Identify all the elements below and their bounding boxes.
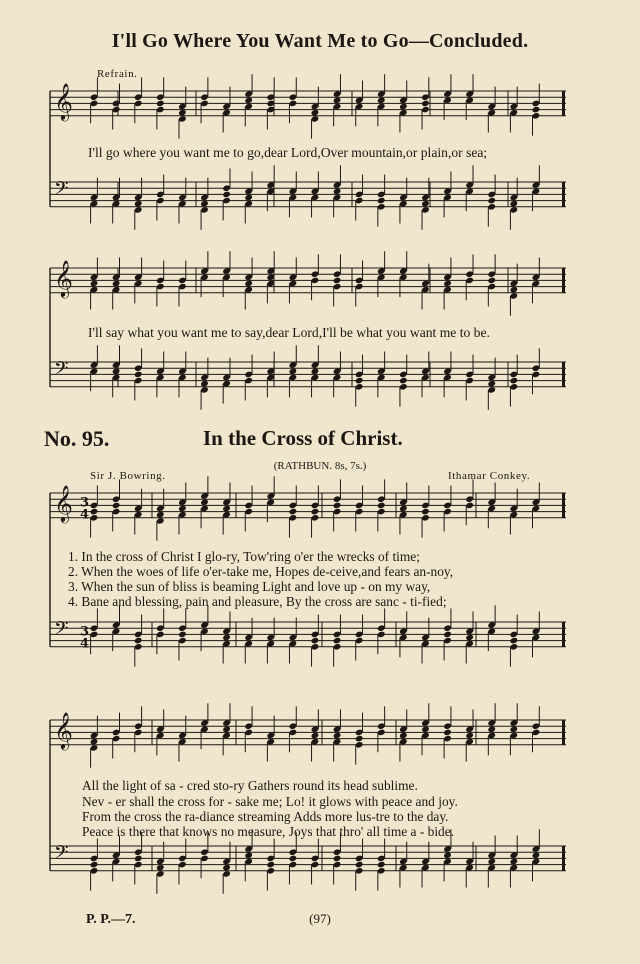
note-head: [134, 637, 143, 645]
note-head: [421, 100, 430, 108]
time-signature-bottom: 4: [80, 507, 90, 523]
composer-credit: Ithamar Conkey.: [448, 470, 531, 482]
note-head: [156, 100, 165, 108]
author-credit: Sir J. Bowring.: [90, 470, 166, 482]
note-head: [289, 855, 298, 863]
note-head: [112, 502, 121, 510]
treble-clef-icon: 𝄞: [54, 711, 74, 750]
note-head: [333, 502, 342, 510]
note-head: [443, 631, 452, 639]
note-head: [532, 106, 541, 114]
refrain-label: Refrain.: [97, 68, 138, 80]
note-head: [311, 508, 320, 516]
note-head: [178, 631, 187, 639]
note-head: [333, 277, 342, 285]
note-head: [90, 861, 99, 869]
bass-clef-icon: 𝄢: [54, 618, 69, 645]
note-head: [311, 637, 320, 645]
treble-clef-icon: 𝄞: [54, 484, 74, 523]
verse-line: From the cross the ra-diance streaming Adds more lus-tre to the day.: [82, 809, 449, 824]
verse-line: All the light of sa - cred sto-ry Gathers round its head sublime.: [82, 778, 418, 793]
end-bar: [562, 182, 565, 207]
time-signature-top: 3: [80, 624, 90, 640]
end-bar: [562, 720, 565, 745]
note-head: [377, 861, 386, 869]
signature-mark: P. P.—7.: [86, 912, 136, 927]
note-head: [510, 377, 519, 385]
note-head: [134, 371, 143, 379]
hymn-title: In the Cross of Christ.: [203, 426, 403, 450]
end-bar: [562, 493, 565, 518]
hymn-number: No. 95.: [44, 426, 110, 451]
tune-name: (RATHBUN. 8s, 7s.): [273, 460, 367, 472]
end-bar: [562, 268, 565, 293]
note-head: [355, 735, 364, 743]
note-head: [134, 855, 143, 863]
verse-line: 1. In the cross of Christ I glo-ry, Tow'ring o'er the wrecks of time;: [68, 549, 420, 564]
note-head: [355, 377, 364, 385]
bass-clef-icon: 𝄢: [54, 842, 69, 869]
note-head: [487, 197, 496, 205]
treble-clef-icon: 𝄞: [54, 82, 74, 121]
end-bar: [562, 91, 565, 116]
note-head: [510, 637, 519, 645]
bass-clef-icon: 𝄢: [54, 178, 69, 205]
verse-line: Nev - er shall the cross for - sake me; Lo! it glows with peace and joy.: [82, 794, 458, 809]
note-head: [399, 377, 408, 385]
end-bar: [562, 622, 565, 647]
verse-line: 3. When the sun of bliss is beaming Light and love up - on my way,: [68, 579, 431, 594]
verse-line: 4. Bane and blessing, pain and pleasure, By the cross are sanc - ti-fied;: [68, 594, 447, 609]
note-head: [333, 637, 342, 645]
note-head: [377, 197, 386, 205]
bass-clef-icon: 𝄢: [54, 358, 69, 385]
time-signature-bottom: 4: [80, 636, 90, 652]
note-head: [289, 508, 298, 516]
end-bar: [562, 362, 565, 387]
note-head: [222, 191, 231, 199]
note-head: [90, 508, 99, 516]
treble-clef-icon: 𝄞: [54, 259, 74, 298]
refrain-lyric-line-1: I'll go where you want me to go,dear Lord,Over mountain,or plain,or sea;: [88, 145, 488, 160]
note-head: [377, 502, 386, 510]
note-head: [421, 508, 430, 516]
note-head: [355, 861, 364, 869]
note-head: [333, 855, 342, 863]
refrain-lyric-line-2: I'll say what you want me to say,dear Lord,I'll be what you want me to be.: [88, 325, 490, 340]
verse-line: 2. When the woes of life o'er-take me, Hopes de-ceive,and fears an-noy,: [68, 564, 454, 579]
note-head: [487, 277, 496, 285]
page-number: (97): [309, 911, 331, 926]
verse-line: Peace is there that knows no measure, Joys that thro' all time a - bide.: [82, 824, 455, 839]
end-bar: [562, 846, 565, 871]
time-signature-top: 3: [80, 495, 90, 511]
note-head: [266, 861, 275, 869]
note-head: [443, 729, 452, 737]
page-title: I'll Go Where You Want Me to Go—Concluded.: [111, 30, 529, 52]
